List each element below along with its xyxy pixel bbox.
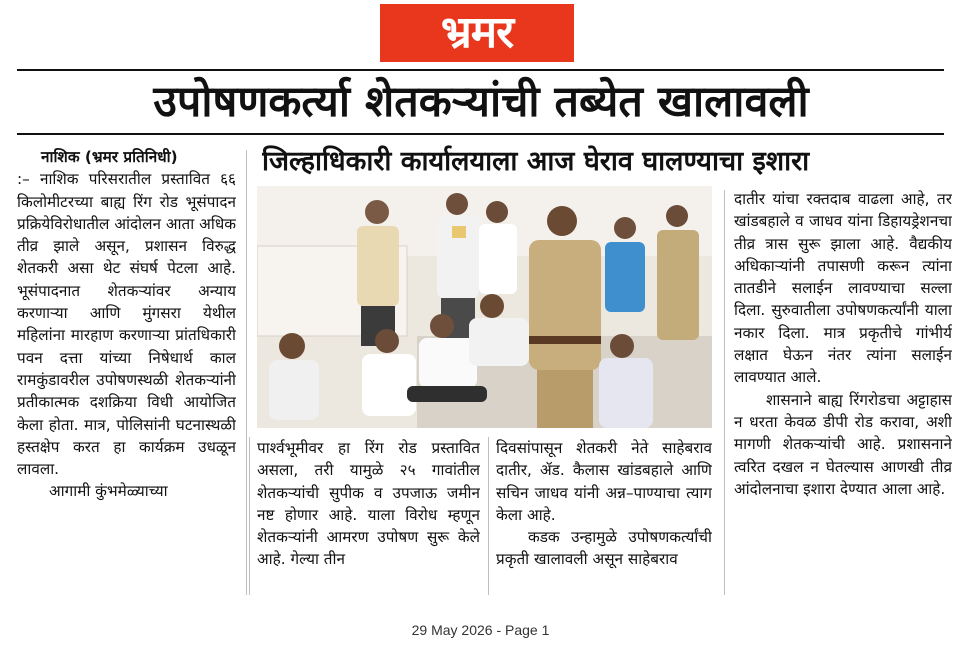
paragraph: आगामी कुंभमेळ्याच्या [49,482,168,501]
newspaper-logo: भ्रमर [380,4,574,62]
column-divider [246,150,247,595]
page-footer: 29 May 2026 - Page 1 [411,622,550,638]
article-column-1 [17,146,236,596]
paragraph: :– नाशिक परिसरातील प्रस्तावित ६६ किलोमीटरच्या बाह्य रिंग रोड भूसंपादन प्रक्रियेविरोधातील आंदोलन आता अधिक तीव्र झाले असून, प्रशासन विरुद्ध शेतकरी असा थेट संघर्ष पेटला आहे. भूसंपादनात शेतकऱ्यांवर अन्याय करणाऱ्या आणि मुंगसरा येथील महिलांना मारहाण करणाऱ्या प्रांतधिकारी पवन दत्ता यांच्या निषेधार्थ काल रामकुंडावरील उपोषणस्थळी शेतकऱ्यांनी प्रतीकात्मक दशक्रिया विधी आयोजित केला होता. मात्र, पोलिसांनी घटनास्थळी हस्तक्षेप करत हा कार्यक्रम उधळून लावला. [17,170,236,479]
column-divider [249,437,250,595]
top-rule [17,69,944,71]
column-divider [488,437,489,595]
paragraph: दातीर यांचा रक्तदाब वाढला आहे, तर खांडबहाले व जाधव यांना डिहायड्रेशनचा तीव्र त्रास सुरू झाला आहे. वैद्यकीय अधिकाऱ्यांनी तपासणी करून त्यांना तातडीने सलाईन लावण्याचा सल्ला दिला. सुरुवातीला उपोषणकर्त्यांनी याला नकार दिला. मात्र प्रकृतीचे गांभीर्य लक्षात घेऊन नंतर त्यांना सलाईन लावण्यात आले. [734,190,952,387]
article-column-3 [496,437,712,597]
article-column-4 [734,188,952,598]
paragraph: कडक उन्हामुळे उपोषणकर्त्यांची प्रकृती खालावली असून साहेबराव [496,528,712,569]
column-divider [724,190,725,595]
paragraph: शासनाने बाह्य रिंगरोडचा अट्टाहास न धरता केवळ डीपी रोड करावा, अशी मागणी शेतकऱ्यांची आहे. प्रशासनाने त्वरित दखल न घेतल्यास आणखी तीव्र आंदोलनाचा इशारा देण्यात आला आहे. [734,390,952,498]
news-photo [257,186,712,428]
article-column-2 [257,437,480,597]
subheadline: जिल्हाधिकारी कार्यालयाला आज घेराव घालण्याचा इशारा [262,146,810,177]
headline-rule [17,133,944,135]
headline: उपोषणकर्त्या शेतकऱ्यांची तब्येत खालावली [153,77,809,127]
paragraph: पार्श्वभूमीवर हा रिंग रोड प्रस्तावित असला, तरी यामुळे २५ गावांतील शेतकऱ्यांची सुपीक व उपजाऊ जमीन नष्ट होणार आहे. याला विरोध म्हणून शेतकऱ्यांनी आमरण उपोषण सुरू केले आहे. गेल्या तीन [257,439,480,569]
paragraph: दिवसांपासून शेतकरी नेते साहेबराव दातीर, ॲड. कैलास खांडबहाले आणि सचिन जाधव यांनी अन्न–पाण्याचा त्याग केला आहे. [496,439,712,524]
dateline: नाशिक (भ्रमर प्रतिनिधी) [41,148,178,166]
news-photo-illustration [257,186,712,428]
masthead [0,0,961,68]
